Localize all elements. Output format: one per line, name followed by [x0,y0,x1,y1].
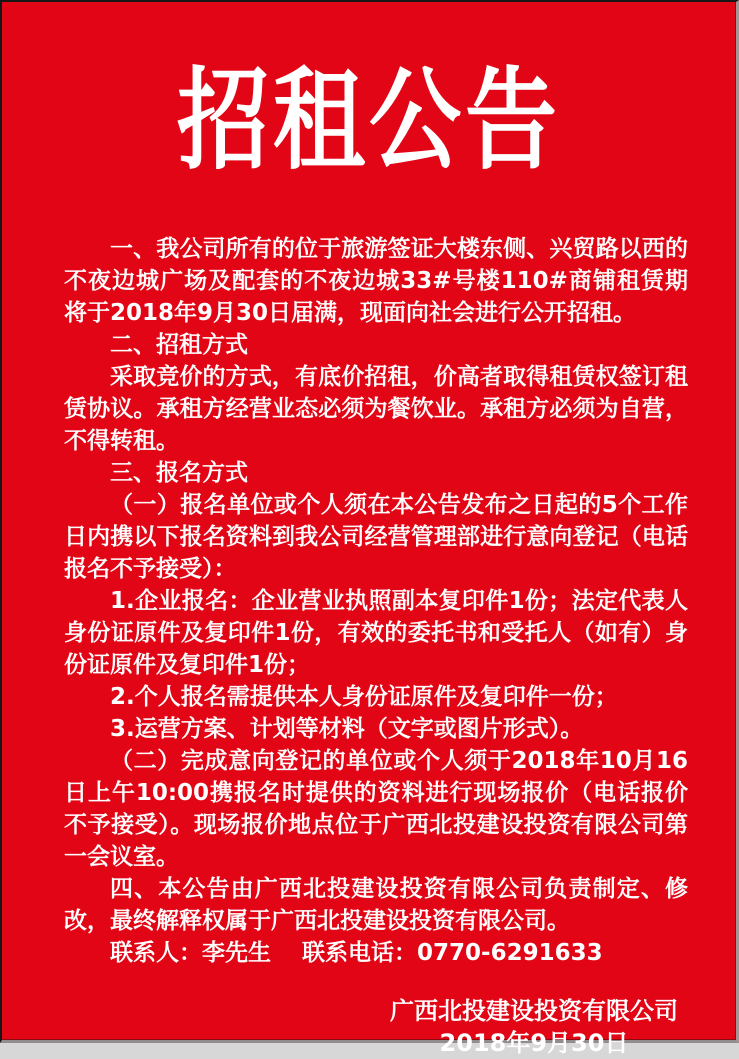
paragraph-contact-info: 联系人：李先生 联系电话：0770-6291633 [110,940,603,967]
paragraph-operation-plan: 3.运营方案、计划等材料（文字或图片形式）。 [110,716,584,743]
signature-date: 2018年9月30日 [439,1029,629,1058]
signature-company: 广西北投建设投资有限公司 [390,997,678,1026]
paragraph-interpretation-rights: 四、本公告由广西北投建设投资有限公司负责制定、修改，最终解释权属于广西北投建设投资有限公司。 [64,876,688,935]
poster-title-wrap [2,55,736,185]
paragraph-onsite-bidding: （二）完成意向登记的单位或个人须于2018年10月16日上午10:00携报名时提供的资料进行现场报价（电话报价不予接受）。现场报价地点位于广西北投建设投资有限公司第一会议室。 [64,748,688,871]
announcement-body [64,233,688,969]
paragraph-rental-method: 采取竞价的方式，有底价招租，价高者取得租赁权签订租赁协议。承租方经营业态必须为餐饮业。承租方必须为自营，不得转租。 [64,364,688,455]
heading-registration: 三、报名方式 [110,460,248,487]
signature-block [390,995,678,1059]
paragraph-individual-registration: 2.个人报名需提供本人身份证原件及复印件一份； [110,684,618,711]
paragraph-registration-intro: （一）报名单位或个人须在本公告发布之日起的5个工作日内携以下报名资料到我公司经营管理部进行意向登记（电话报名不予接受）： [64,492,688,583]
heading-rental-method: 二、招租方式 [110,332,248,359]
paragraph-property-intro: 一、我公司所有的位于旅游签证大楼东侧、兴贸路以西的不夜边城广场及配套的不夜边城33#号楼110#商铺租赁期将于2018年9月30日届满，现面向社会进行公开招租。 [64,236,688,327]
paragraph-enterprise-registration: 1.企业报名：企业营业执照副本复印件1份；法定代表人身份证原件及复印件1份，有效的委托书和受托人（如有）身份证原件及复印件1份； [64,588,688,679]
poster-title: 招租公告 [176,55,561,185]
